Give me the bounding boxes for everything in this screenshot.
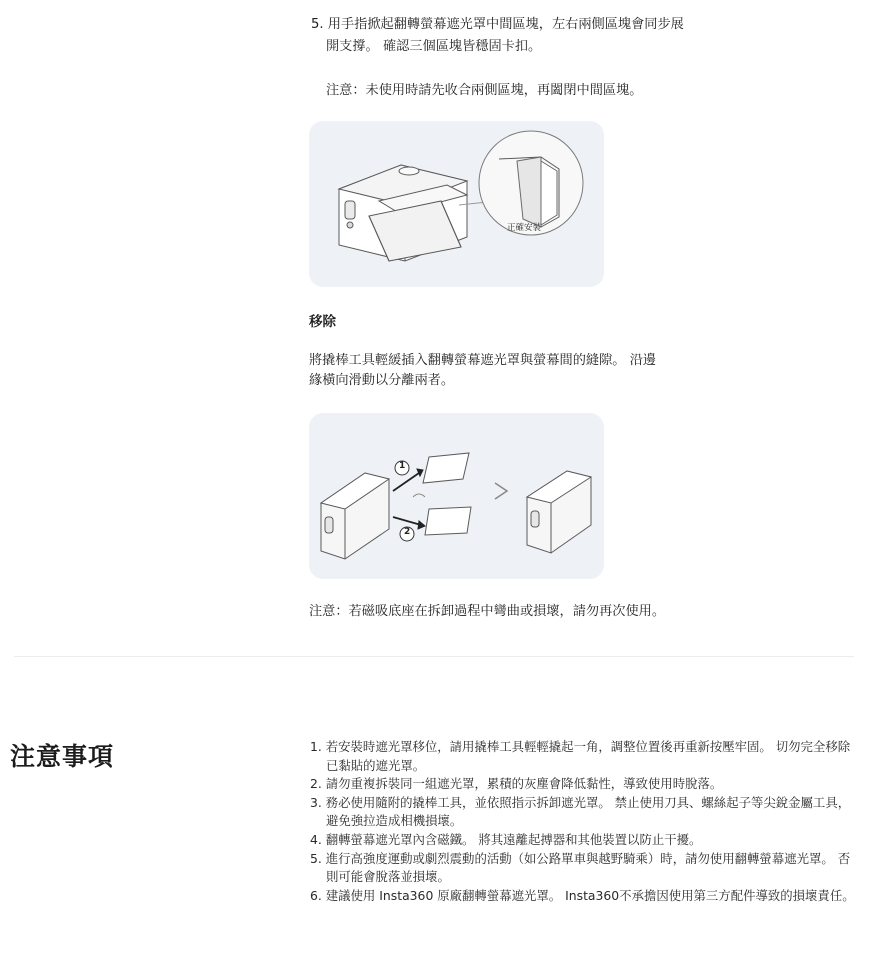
notes-item-4: 4. 翻轉螢幕遮光罩內含磁鐵。 將其遠離起搏器和其他裝置以防止干擾。 [310, 831, 702, 847]
remove-heading: 移除 [309, 314, 336, 330]
notes-item-3: 3. 務必使用隨附的撬棒工具，並依照指示拆卸遮光罩。 禁止使用刀具、螺絲起子等尖銳金屬工具，避免強拉造成相機損壞。 [310, 794, 851, 829]
camera-with-shade-illustration [309, 121, 604, 287]
step-5-line-2: 開支撐。 確認三個區塊皆穩固卡扣。 [326, 39, 542, 54]
remove-line-2: 緣橫向滑動以分離兩者。 [309, 373, 455, 388]
notes-item-1: 1. 若安裝時遮光罩移位，請用撬棒工具輕輕撬起一角，調整位置後再重新按壓牢固。 切勿完全移除已黏貼的遮光罩。 [310, 739, 851, 773]
step-5-note: 注意：未使用時請先收合兩側區塊，再闔閉中間區塊。 [326, 83, 643, 98]
notes-title: 注意事項 [10, 742, 115, 771]
removal-illustration [309, 413, 604, 579]
install-illustration [309, 121, 604, 287]
removal-steps-illustration [309, 413, 604, 579]
step-marker-1: 1 [399, 461, 406, 471]
remove-line-1: 將撬棒工具輕緩插入翻轉螢幕遮光罩與螢幕間的縫隙。 沿邊 [309, 353, 657, 368]
correct-install-label: 正確安裝 [507, 223, 542, 233]
step-marker-2: 2 [404, 527, 411, 537]
step-5-line-1: 5. 用手指掀起翻轉螢幕遮光罩中間區塊，左右兩側區塊會同步展 [311, 17, 684, 32]
remove-instructions [309, 351, 709, 391]
notes-item-6: 6. 建議使用 Insta360 原廠翻轉螢幕遮光罩。 Insta360不承擔因使用第三方配件導致的損壞責任。 [310, 887, 855, 903]
removal-note: 注意：若磁吸底座在拆卸過程中彎曲或損壞，請勿再次使用。 [309, 604, 666, 619]
notes-list [310, 738, 862, 905]
notes-item-5: 5. 進行高強度運動或劇烈震動的活動（如公路單車與越野騎乘）時，請勿使用翻轉螢幕遮光罩。 否則可能會脫落並損壞。 [310, 850, 851, 885]
section-divider [14, 656, 854, 657]
notes-item-2: 2. 請勿重複拆裝同一組遮光罩，累積的灰塵會降低黏性，導致使用時脫落。 [310, 776, 723, 792]
step-5-instruction [311, 14, 751, 58]
